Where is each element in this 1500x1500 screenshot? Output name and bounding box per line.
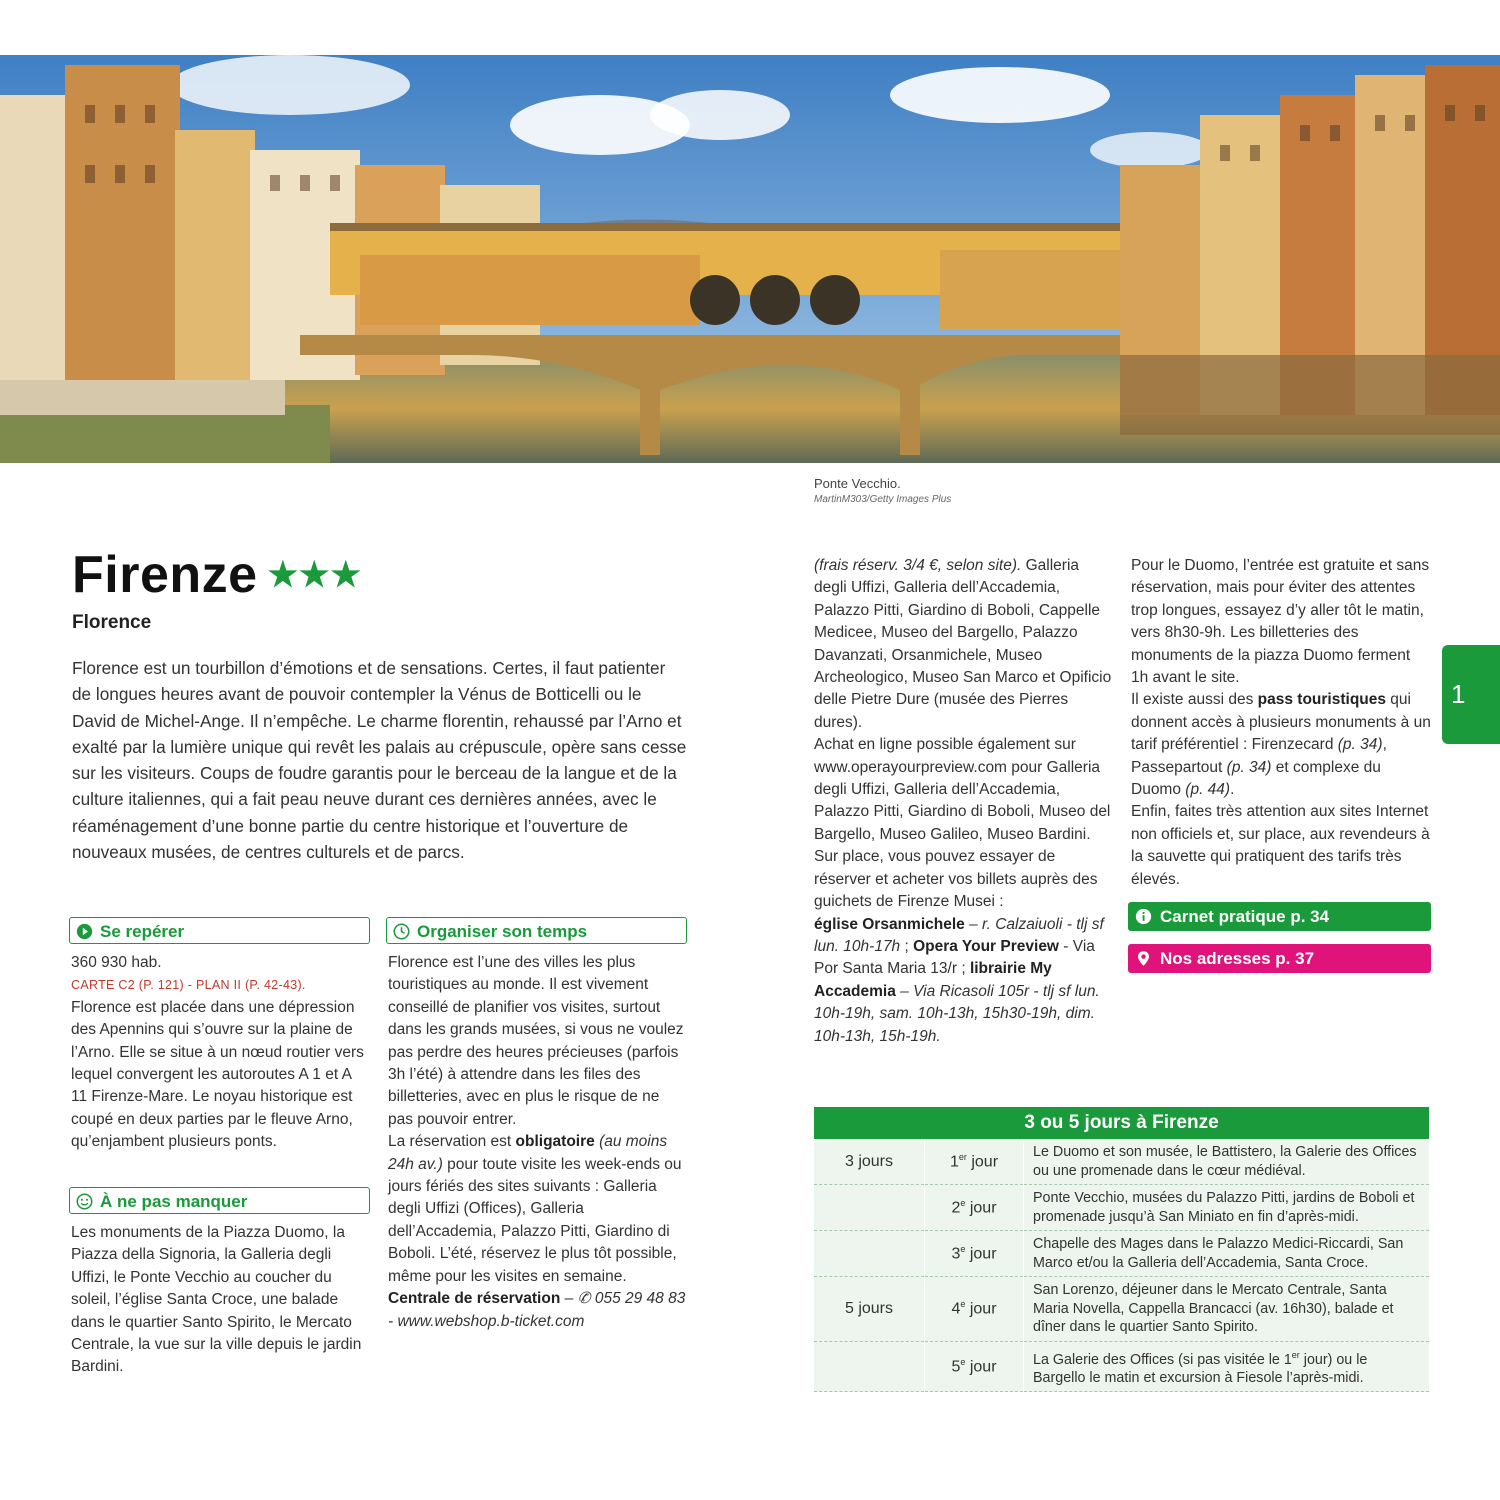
organiser-p2-b: pour toute visite les week-ends ou jours fériés des sites suivants : Galleria degli Uffizi (Offices), Galleria dell’Accademia, Palazzo Pitti, Giardino di Boboli. L’été, réservez le plus tôt possible, même pour les visites en semaine.: [388, 1155, 682, 1285]
day-sup: er: [958, 1151, 967, 1162]
day-sup: e: [960, 1356, 966, 1367]
col4-ref3: (p. 44): [1185, 781, 1231, 799]
itinerary-title: 3 ou 5 jours à Firenze: [814, 1107, 1429, 1139]
day-num: 3: [951, 1245, 961, 1263]
day-label: [925, 1231, 1024, 1277]
itinerary-table: [814, 1107, 1429, 1392]
day-label: [925, 1277, 1024, 1342]
central-reservation: [388, 1288, 688, 1333]
col4-p2-bold: pass touristiques: [1257, 691, 1386, 709]
clock-icon: [393, 923, 410, 940]
a-ne-pas-manquer-text: Les monuments de la Piazza Duomo, la Piazza della Signoria, la Galleria degli Uffizi, le Ponte Vecchio au coucher du soleil, l’église Santa Croce, une balade dans le quartier Santo Spirito, le Mercato Centrale, la vue sur la ville depuis le jardin Bardini.: [71, 1224, 362, 1376]
play-circle-icon: [76, 923, 93, 940]
col4-p2-b: qui donnent accès à plusieurs monuments à un tarif préférentiel : Firenzecard: [1131, 691, 1431, 754]
se-reperer-text: Florence est placée dans une dépression des Apennins qui s’ouvre sur la plaine de l’Arno. Elle se situe à un nœud routier vers lequel convergent les autoroutes A 1 et A 11 Firenze-Mare. Le noyau historique est coupé en deux parties par le fleuve Arno, qu’enjambent plusieurs ponts.: [71, 998, 364, 1151]
chapter-tab: 1: [1442, 645, 1500, 744]
day-num: 5: [951, 1358, 961, 1376]
carnet-pratique-label: Carnet pratique p. 34: [1160, 907, 1330, 926]
orsan-info: – r. Calzaiuoli - tlj sf lun. 10h-17h: [814, 915, 1104, 955]
group-3-jours: 3 jours: [814, 1139, 925, 1185]
col4-ref2: (p. 34): [1226, 758, 1272, 776]
day-label: [925, 1185, 1024, 1231]
table-row: [814, 1231, 1429, 1277]
central-web: - www.webshop.b-ticket.com: [388, 1312, 585, 1330]
carnet-pratique-link[interactable]: [1128, 902, 1431, 931]
photo-credit: MartinM303/Getty Images Plus: [814, 494, 952, 505]
group-empty: [814, 1341, 925, 1392]
nos-adresses-label: Nos adresses p. 37: [1160, 949, 1315, 968]
col4-p2-d: et complexe du Duomo: [1131, 758, 1381, 799]
group-empty: [814, 1185, 925, 1231]
day-word: jour: [965, 1199, 997, 1217]
day-num: 2: [951, 1199, 961, 1217]
organiser-header: [386, 917, 687, 944]
day-sup: e: [960, 1197, 966, 1208]
day-num: 1: [949, 1153, 959, 1171]
col3-p1-rest: Galleria degli Uffizi, Galleria dell’Accademia, Palazzo Pitti, Giardino di Boboli, Cappelle Medicee, Museo del Bargello, Palazzo Davanzati, Orsanmichele, Museo Archeologico, Museo San Marco et Opificio delle Pietre Dure (musée des Pierres dures).: [814, 557, 1112, 731]
organiser-p1: Florence est l’une des villes les plus touristiques au monde. Il est vivement conseillé de planifier vos visites, surtout dans les grands musées, si vous ne voulez pas perdre des heures précieuses (parfois 3h l’été) à attendre dans les files des billetteries, avec en plus le risque de ne pas pouvoir entrer.: [388, 954, 684, 1128]
col4-p2-c: , Passepartout: [1131, 736, 1387, 776]
central-label: Centrale de réservation: [388, 1290, 561, 1308]
rating-stars: ★★★: [267, 556, 363, 594]
day-text: Le Duomo et son musée, le Battistero, la Galerie des Offices ou une promenade dans le cœur médiéval.: [1024, 1139, 1430, 1185]
organiser-p2-bold: obligatoire: [515, 1133, 595, 1151]
photo-caption: [814, 476, 951, 505]
title-text: Firenze: [72, 546, 258, 604]
a-ne-pas-manquer-header: [69, 1187, 370, 1214]
day-sup: e: [960, 1299, 966, 1310]
table-row: [814, 1277, 1429, 1342]
caption-text: Ponte Vecchio.: [814, 476, 901, 491]
sep1: ;: [900, 937, 914, 955]
day-word: jour: [965, 1245, 997, 1263]
se-reperer-header: [69, 917, 370, 944]
se-reperer-body: [71, 952, 371, 1154]
a-ne-pas-manquer-title: À ne pas manquer: [100, 1192, 248, 1211]
col3-p2: Achat en ligne possible également sur www.operayourpreview.com pour Galleria degli Uffizi, Galleria dell’Accademia, Palazzo Pitti, Giardino di Boboli, Museo del Bargello, Museo Galileo, Museo Bardini.: [814, 736, 1111, 843]
organiser-body: [388, 952, 688, 1333]
col4-p2-a: Il existe aussi des: [1131, 691, 1258, 709]
page-title: [72, 545, 362, 605]
group-empty: [814, 1231, 925, 1277]
hero-photo: [0, 55, 1500, 463]
col4-p3: Enfin, faites très attention aux sites Internet non officiels et, sur place, aux revendeurs à la sauvette qui pratiquent des tarifs très élevés.: [1131, 803, 1430, 888]
organiser-p2-a: La réservation est: [388, 1133, 516, 1151]
libr-info: – Via Ricasoli 105r - tlj sf lun. 10h-19h, sam. 10h-13h, 15h30-19h, dim. 10h-13h, 15h-19h.: [814, 982, 1100, 1045]
table-row: [814, 1185, 1429, 1231]
group-5-jours: 5 jours: [814, 1277, 925, 1342]
organiser-p2: [388, 1131, 688, 1288]
orsan-label: église Orsanmichele: [814, 915, 965, 933]
day-word: jour: [965, 1300, 997, 1318]
column-4: [1131, 555, 1431, 891]
central-phone: ✆ 055 29 48 83: [577, 1290, 686, 1308]
map-reference: CARTE C2 (P. 121) - PLAN II (P. 42-43).: [71, 978, 306, 993]
day-sup: e: [960, 1243, 966, 1254]
day-text: [1024, 1341, 1430, 1392]
day-text-sup: er: [1291, 1349, 1300, 1360]
col4-ref1: (p. 34): [1337, 736, 1383, 754]
day-label: [925, 1139, 1024, 1185]
opera-label: Opera Your Preview: [913, 937, 1059, 955]
day-text-b: jour) ou le Bargello le matin et excursion à Fiesole l’après-midi.: [1033, 1351, 1368, 1386]
day-word: jour: [965, 1358, 997, 1376]
day-word: jour: [966, 1153, 999, 1171]
nos-adresses-link[interactable]: [1128, 944, 1431, 973]
ponte-vecchio-illustration: [0, 55, 1500, 463]
central-dash: –: [560, 1290, 578, 1308]
col3-p1-italic: (frais réserv. 3/4 €, selon site).: [814, 557, 1022, 574]
population: 360 930 hab.: [71, 954, 162, 971]
day-num: 4: [951, 1300, 961, 1318]
map-pin-icon: [1135, 950, 1152, 967]
info-icon: [1135, 908, 1152, 925]
column-3: [814, 555, 1114, 1048]
itinerary-header-row: [814, 1107, 1429, 1139]
col4-p2: [1131, 689, 1431, 801]
page-subtitle: Florence: [72, 612, 152, 633]
col4-p2-e: .: [1230, 781, 1235, 799]
day-text-a: La Galerie des Offices (si pas visitée le 1: [1033, 1351, 1292, 1368]
a-ne-pas-manquer-body: [71, 1222, 371, 1379]
col3-p4: [814, 914, 1114, 1048]
day-text: Chapelle des Mages dans le Palazzo Medici-Riccardi, San Marco et/ou la Galleria dell’Accademia, Santa Croce.: [1024, 1231, 1430, 1277]
table-row: [814, 1341, 1429, 1392]
se-reperer-title: Se repérer: [100, 922, 185, 941]
col3-p3: Sur place, vous pouvez essayer de réserver et acheter vos billets auprès des guichets de Firenze Musei :: [814, 848, 1098, 911]
col4-p1: Pour le Duomo, l’entrée est gratuite et sans réservation, mais pour éviter des attentes trop longues, essayez d’y aller tôt le matin, vers 8h30-9h. Les billetteries des monuments de la piazza Duomo ferment 1h avant le site.: [1131, 557, 1430, 687]
intro-paragraph: Florence est un tourbillon d’émotions et de sensations. Certes, il faut patienter de longues heures avant de pouvoir contempler la Vénus de Botticelli ou le David de Michel-Ange. Il n’empêche. Le charme florentin, rehaussé par l’Arno et exalté par la lumière unique qui revêt les palais au crépuscule, opère sans cesse sur les visiteurs. Coups de foudre garantis pour le berceau de la langue et de la culture italiennes, qui a fait peau neuve durant ces dernières années, avec le réaménagement d’une bonne partie du centre historique et l’ouverture de nouveaux musées, de centres culturels et de parcs.: [72, 658, 687, 863]
libr-label: librairie My Accademia: [814, 960, 1052, 1000]
table-row: [814, 1139, 1429, 1185]
organiser-p2-italic: (au moins 24h av.): [388, 1133, 668, 1173]
col3-p1: [814, 555, 1114, 734]
day-text: Ponte Vecchio, musées du Palazzo Pitti, jardins de Boboli et promenade jusqu’à San Miniato en fin d’après-midi.: [1024, 1185, 1430, 1231]
organiser-title: Organiser son temps: [417, 922, 588, 941]
opera-info: - Via Por Santa Maria 13/r ;: [814, 937, 1095, 978]
day-label: [925, 1341, 1024, 1392]
day-text: San Lorenzo, déjeuner dans le Mercato Centrale, Santa Maria Novella, Cappella Brancacci (av. 16h30), balade et dîner dans le quartier Santo Spirito.: [1024, 1277, 1430, 1342]
smiley-face-icon: [76, 1193, 93, 1210]
